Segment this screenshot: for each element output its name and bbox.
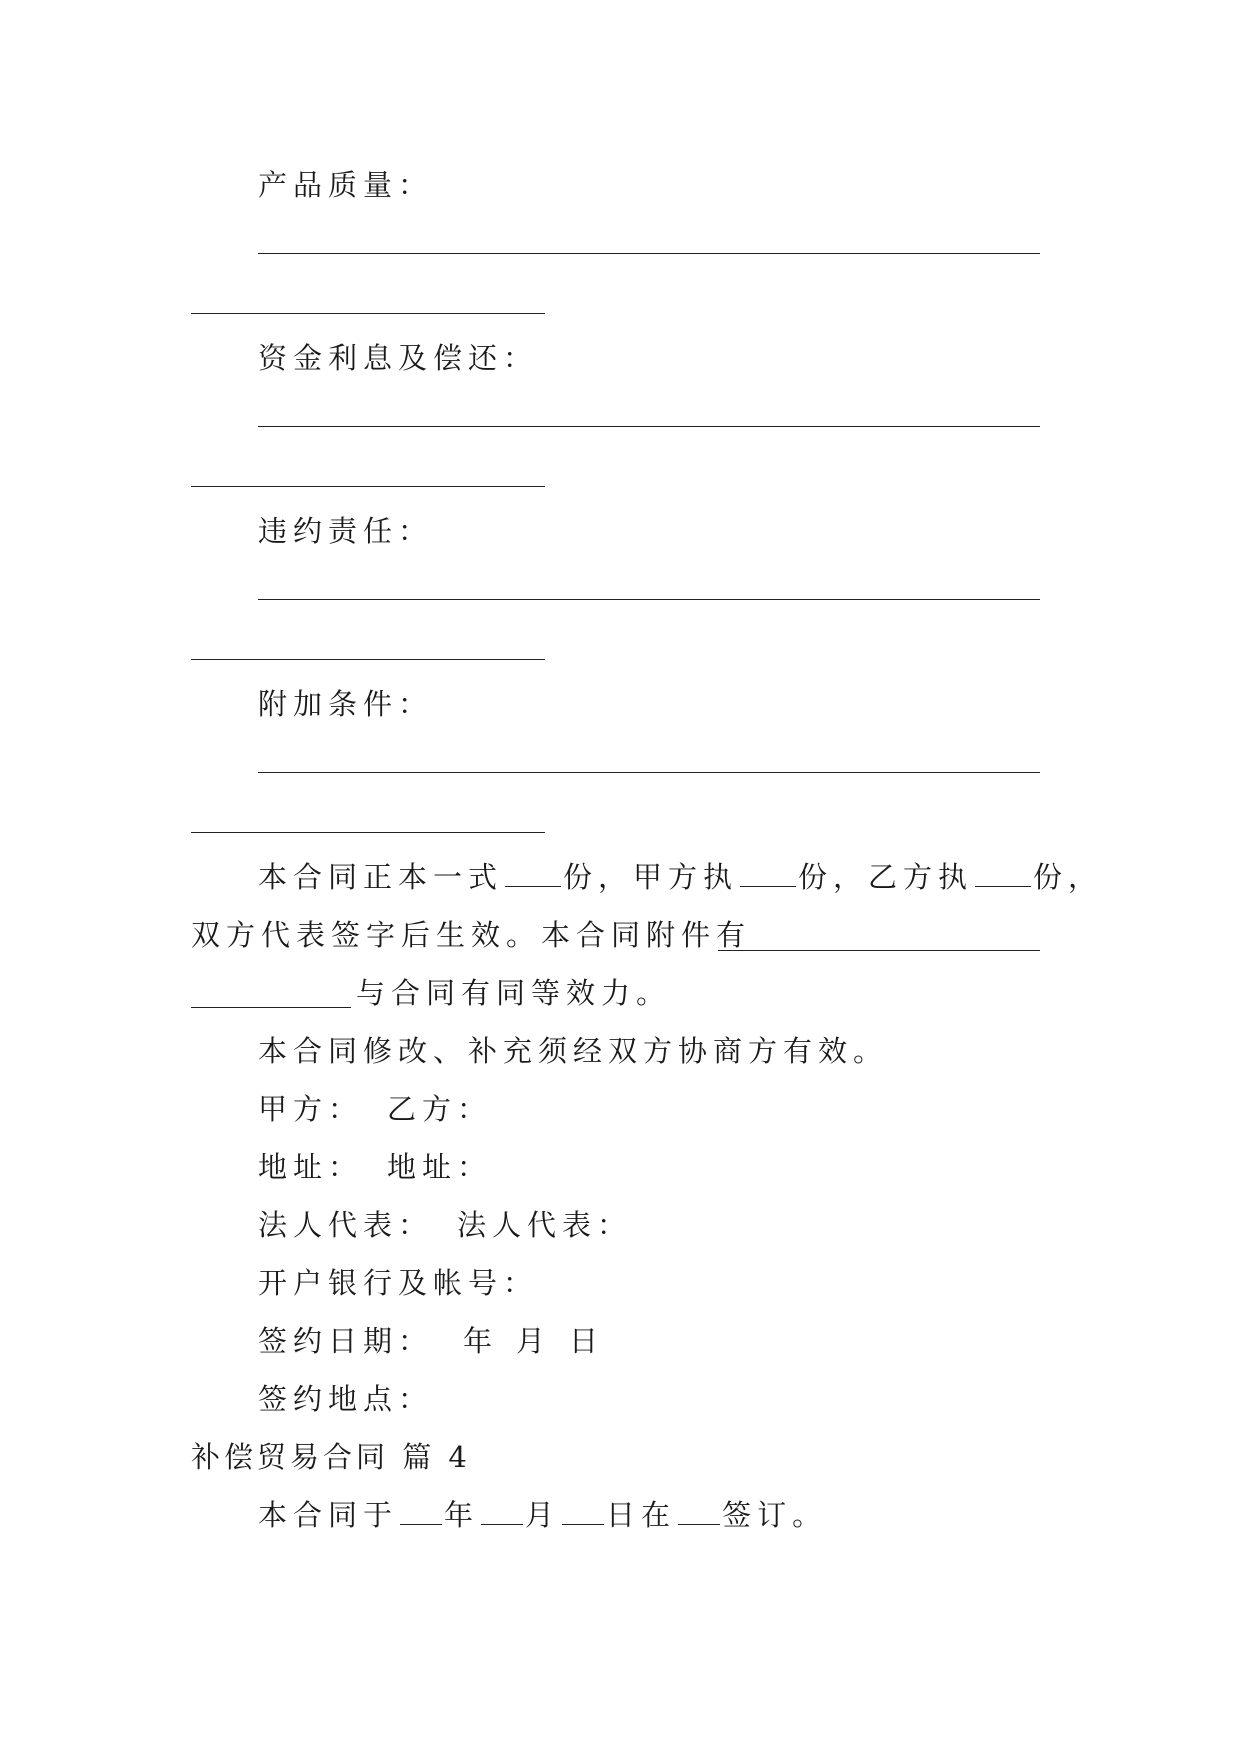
signing-text: 本合同于 [258, 1498, 399, 1532]
copies-text: 份，乙方执 [798, 860, 974, 894]
address-line [258, 1147, 492, 1187]
blank-field [740, 885, 796, 887]
fill-in-line [258, 253, 1040, 254]
signing-day-at: 日在 [606, 1498, 677, 1532]
party-b-label: 乙方： [387, 1092, 493, 1126]
blank-field [975, 885, 1031, 887]
section-title: 补偿贸易合同 篇 4 [191, 1440, 471, 1474]
section-label-breach-liability: 违约责任： [258, 514, 434, 548]
sign-date-line [258, 1321, 604, 1361]
day-label: 日 [569, 1324, 605, 1358]
copies-clause-line-3: 与合同有同等效力。 [356, 976, 672, 1010]
legal-rep-line [258, 1205, 632, 1245]
signing-year: 年 [444, 1498, 480, 1532]
fill-in-line [191, 313, 545, 314]
address-a-label: 地址： [258, 1150, 364, 1184]
section-label-additional-terms: 附加条件： [258, 687, 434, 721]
copies-clause-line-2 [191, 915, 751, 955]
blank-field [400, 1523, 442, 1525]
legal-rep-b-label: 法人代表： [457, 1208, 633, 1242]
party-line [258, 1089, 492, 1129]
sign-place-label: 签约地点： [258, 1382, 434, 1416]
party-a-label: 甲方： [258, 1092, 364, 1126]
copies-text: 份， [1033, 860, 1104, 894]
copies-text: 本合同正本一式 [258, 860, 504, 894]
signing-month: 月 [525, 1498, 561, 1532]
fill-in-line [191, 659, 545, 660]
amendment-clause: 本合同修改、补充须经双方协商方有效。 [258, 1034, 889, 1068]
address-b-label: 地址： [387, 1150, 493, 1184]
fill-in-line [191, 832, 545, 833]
fill-in-line [718, 950, 1040, 951]
month-label: 月 [516, 1324, 552, 1358]
fill-in-line [258, 599, 1040, 600]
blank-field [562, 1523, 604, 1525]
section-label-product-quality: 产品质量： [258, 168, 434, 202]
copies-clause-line-1 [258, 857, 1103, 897]
fill-in-line [191, 1007, 351, 1008]
bank-account-label: 开户银行及帐号： [258, 1266, 539, 1300]
blank-field [481, 1523, 523, 1525]
signing-signed: 签订。 [722, 1498, 828, 1532]
blank-field [678, 1523, 720, 1525]
fill-in-line [258, 772, 1040, 773]
blank-field [505, 885, 561, 887]
copies-text: 双方代表签字后生效。本合同附件有 [191, 918, 752, 952]
signing-clause [258, 1495, 827, 1535]
fill-in-line [191, 486, 545, 487]
sign-date-label: 签约日期： [258, 1324, 434, 1358]
fill-in-line [258, 426, 1040, 427]
section-label-interest-repayment: 资金利息及偿还： [258, 341, 539, 375]
legal-rep-a-label: 法人代表： [258, 1208, 434, 1242]
copies-text: 份，甲方执 [563, 860, 739, 894]
year-label: 年 [463, 1324, 499, 1358]
